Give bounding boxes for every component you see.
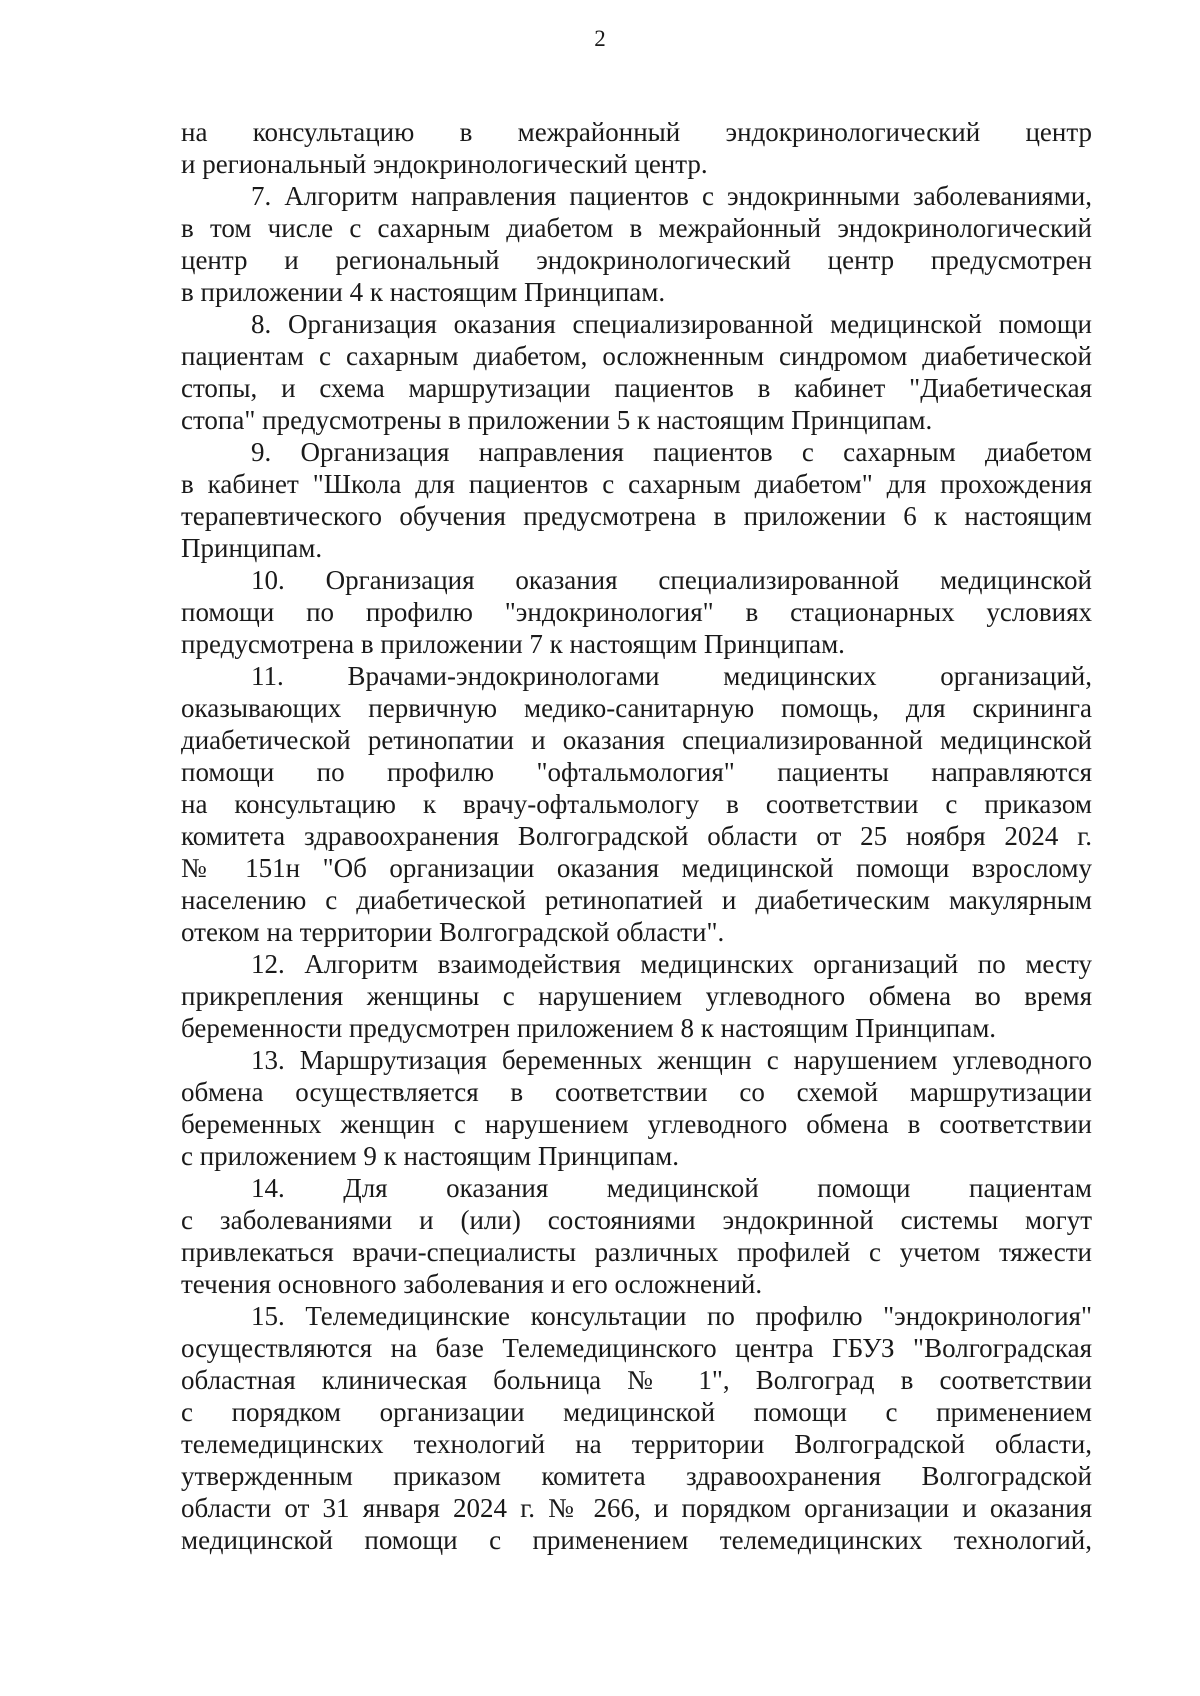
text-line: 7. Алгоритм направления пациентов с эндокринными заболеваниями, [251, 181, 1092, 211]
text-line: привлекаться врачи-специалисты различных профилей с учетом тяжести [181, 1237, 1092, 1267]
text-line: 11. Врачами-эндокринологами медицинских организаций, [251, 661, 1092, 691]
text-line: с приложением 9 к настоящим Принципам. [181, 1141, 679, 1171]
text-line: телемедицинских технологий на территории Волгоградской области, [181, 1429, 1092, 1459]
text-line: 8. Организация оказания специализированной медицинской помощи [251, 309, 1092, 339]
text-line: медицинской помощи с применением телемедицинских технологий, [181, 1525, 1092, 1555]
text-line: населению с диабетической ретинопатией и диабетическим макулярным [181, 885, 1092, 915]
text-line: комитета здравоохранения Волгоградской области от 25 ноября 2024 г. [181, 821, 1092, 851]
text-line: 14. Для оказания медицинской помощи пациентам [251, 1173, 1092, 1203]
text-line: помощи по профилю "эндокринология" в стационарных условиях [181, 597, 1092, 627]
text-line: предусмотрена в приложении 7 к настоящим Принципам. [181, 629, 845, 659]
text-line: на консультацию к врачу-офтальмологу в соответствии с приказом [181, 789, 1092, 819]
text-line: осуществляются на базе Телемедицинского центра ГБУЗ "Волгоградская [181, 1333, 1092, 1363]
text-line: в кабинет "Школа для пациентов с сахарным диабетом" для прохождения [181, 469, 1092, 499]
text-line: № 151н "Об организации оказания медицинской помощи взрослому [181, 853, 1092, 883]
text-line: беременности предусмотрен приложением 8 к настоящим Принципам. [181, 1013, 997, 1043]
text-line: областная клиническая больница № 1", Волгоград в соответствии [181, 1365, 1092, 1395]
text-line: области от 31 января 2024 г. № 266, и порядком организации и оказания [181, 1493, 1092, 1523]
text-line: в приложении 4 к настоящим Принципам. [181, 277, 666, 307]
text-line: пациентам с сахарным диабетом, осложненным синдромом диабетической [181, 341, 1092, 371]
document-body [181, 116, 1092, 1556]
text-line: оказывающих первичную медико-санитарную помощь, для скрининга [181, 693, 1092, 723]
text-line: стопа" предусмотрены в приложении 5 к настоящим Принципам. [181, 405, 933, 435]
text-line: 10. Организация оказания специализированной медицинской [251, 565, 1092, 595]
text-line: терапевтического обучения предусмотрена в приложении 6 к настоящим [181, 501, 1092, 531]
text-line: помощи по профилю "офтальмология" пациенты направляются [181, 757, 1092, 787]
text-line: 9. Организация направления пациентов с сахарным диабетом [251, 437, 1092, 467]
text-line: 13. Маршрутизация беременных женщин с нарушением углеводного [251, 1045, 1092, 1075]
text-line: диабетической ретинопатии и оказания специализированной медицинской [181, 725, 1092, 755]
text-line: в том числе с сахарным диабетом в межрайонный эндокринологический [181, 213, 1092, 243]
text-line: обмена осуществляется в соответствии со схемой маршрутизации [181, 1077, 1092, 1107]
text-line: отеком на территории Волгоградской области". [181, 917, 725, 947]
text-line: утвержденным приказом комитета здравоохранения Волгоградской [181, 1461, 1092, 1491]
text-line: с заболеваниями и (или) состояниями эндокринной системы могут [181, 1205, 1092, 1235]
text-line: течения основного заболевания и его осложнений. [181, 1269, 763, 1299]
page-number: 2 [594, 26, 606, 51]
text-line: стопы, и схема маршрутизации пациентов в кабинет "Диабетическая [181, 373, 1092, 403]
text-line: Принципам. [181, 533, 323, 563]
text-line: и региональный эндокринологический центр. [181, 149, 708, 179]
text-line: 15. Телемедицинские консультации по профилю "эндокринология" [251, 1301, 1092, 1331]
text-line: на консультацию в межрайонный эндокринологический центр [181, 117, 1092, 147]
text-line: с порядком организации медицинской помощи с применением [181, 1397, 1092, 1427]
text-line: прикрепления женщины с нарушением углеводного обмена во время [181, 981, 1092, 1011]
text-line: центр и региональный эндокринологический центр предусмотрен [181, 245, 1092, 275]
text-line: 12. Алгоритм взаимодействия медицинских организаций по месту [251, 949, 1092, 979]
text-line: беременных женщин с нарушением углеводного обмена в соответствии [181, 1109, 1092, 1139]
